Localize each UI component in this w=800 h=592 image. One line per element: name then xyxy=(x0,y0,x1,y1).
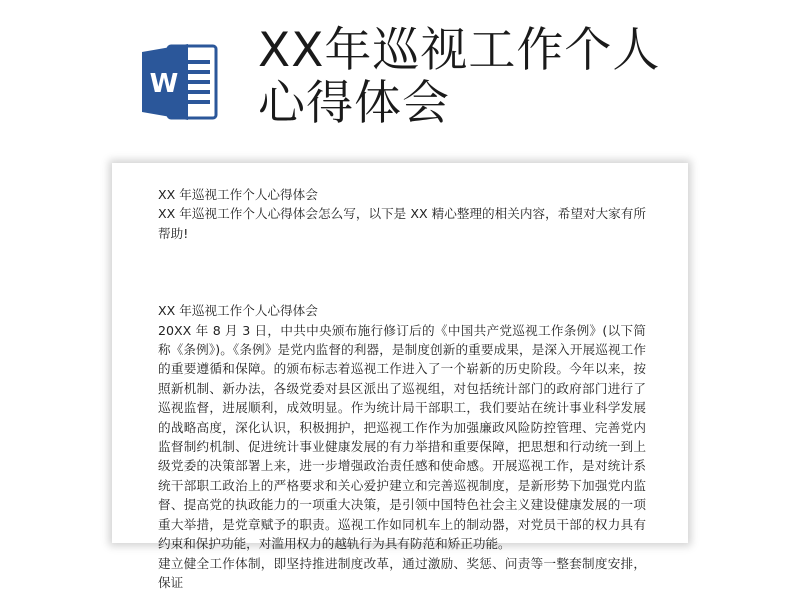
document-heading: XX 年巡视工作个人心得体会 xyxy=(158,301,646,320)
document-page xyxy=(112,163,688,543)
document-paragraph-2: 建立健全工作体制，即坚持推进制度改革，通过激励、奖惩、问责等一整套制度安排，保证 xyxy=(158,554,646,592)
page-title xyxy=(258,24,698,130)
page-title-line1: XX年巡视工作个人 xyxy=(258,24,698,77)
header xyxy=(0,0,800,150)
document-intro: XX 年巡视工作个人心得体会怎么写，以下是 XX 精心整理的相关内容，希望对大家有所帮助! xyxy=(158,204,646,243)
document-paragraph: 20XX 年 8 月 3 日，中共中央颁布施行修订后的《中国共产党巡视工作条例》(以下简称《条例》)。《条例》是党内监督的利器，是制度创新的重要成果，是深入开展巡视工作的重要遵循和保障。的颁布标志着巡视工作进入了一个崭新的历史阶段。今年以来，按照新机制、新办法，各级党委对县区派出了巡视组，对包括统计部门的政府部门进行了巡视监督，进展顺利，成效明显。作为统计局干部职工，我们要站在统计事业科学发展的战略高度，深化认识，积极拥护，把巡视工作作为加强廉政风险防控管理、完善党内监督制约机制、促进统计事业健康发展的有力举措和重要保障，把思想和行动统一到上级党委的决策部署上来，进一步增强政治责任感和使命感。开展巡视工作，是对统计系统干部职工政治上的严格要求和关心爱护建立和完善巡视制度，是新形势下加强党内监督、提高党的执政能力的一项重大决策，是引领中国特色社会主义建设健康发展的一项重大举措，是党章赋予的职责。巡视工作如同机车上的制动器，对党员干部的权力具有约束和保护功能，对滥用权力的越轨行为具有防范和矫正功能。 xyxy=(158,321,646,554)
document-content xyxy=(158,185,646,592)
word-document-icon xyxy=(142,40,218,124)
document-title-line: XX 年巡视工作个人心得体会 xyxy=(158,185,646,204)
word-icon-letter: W xyxy=(150,69,179,99)
paragraph-gap xyxy=(158,243,646,301)
page-title-line2: 心得体会 xyxy=(258,77,698,130)
